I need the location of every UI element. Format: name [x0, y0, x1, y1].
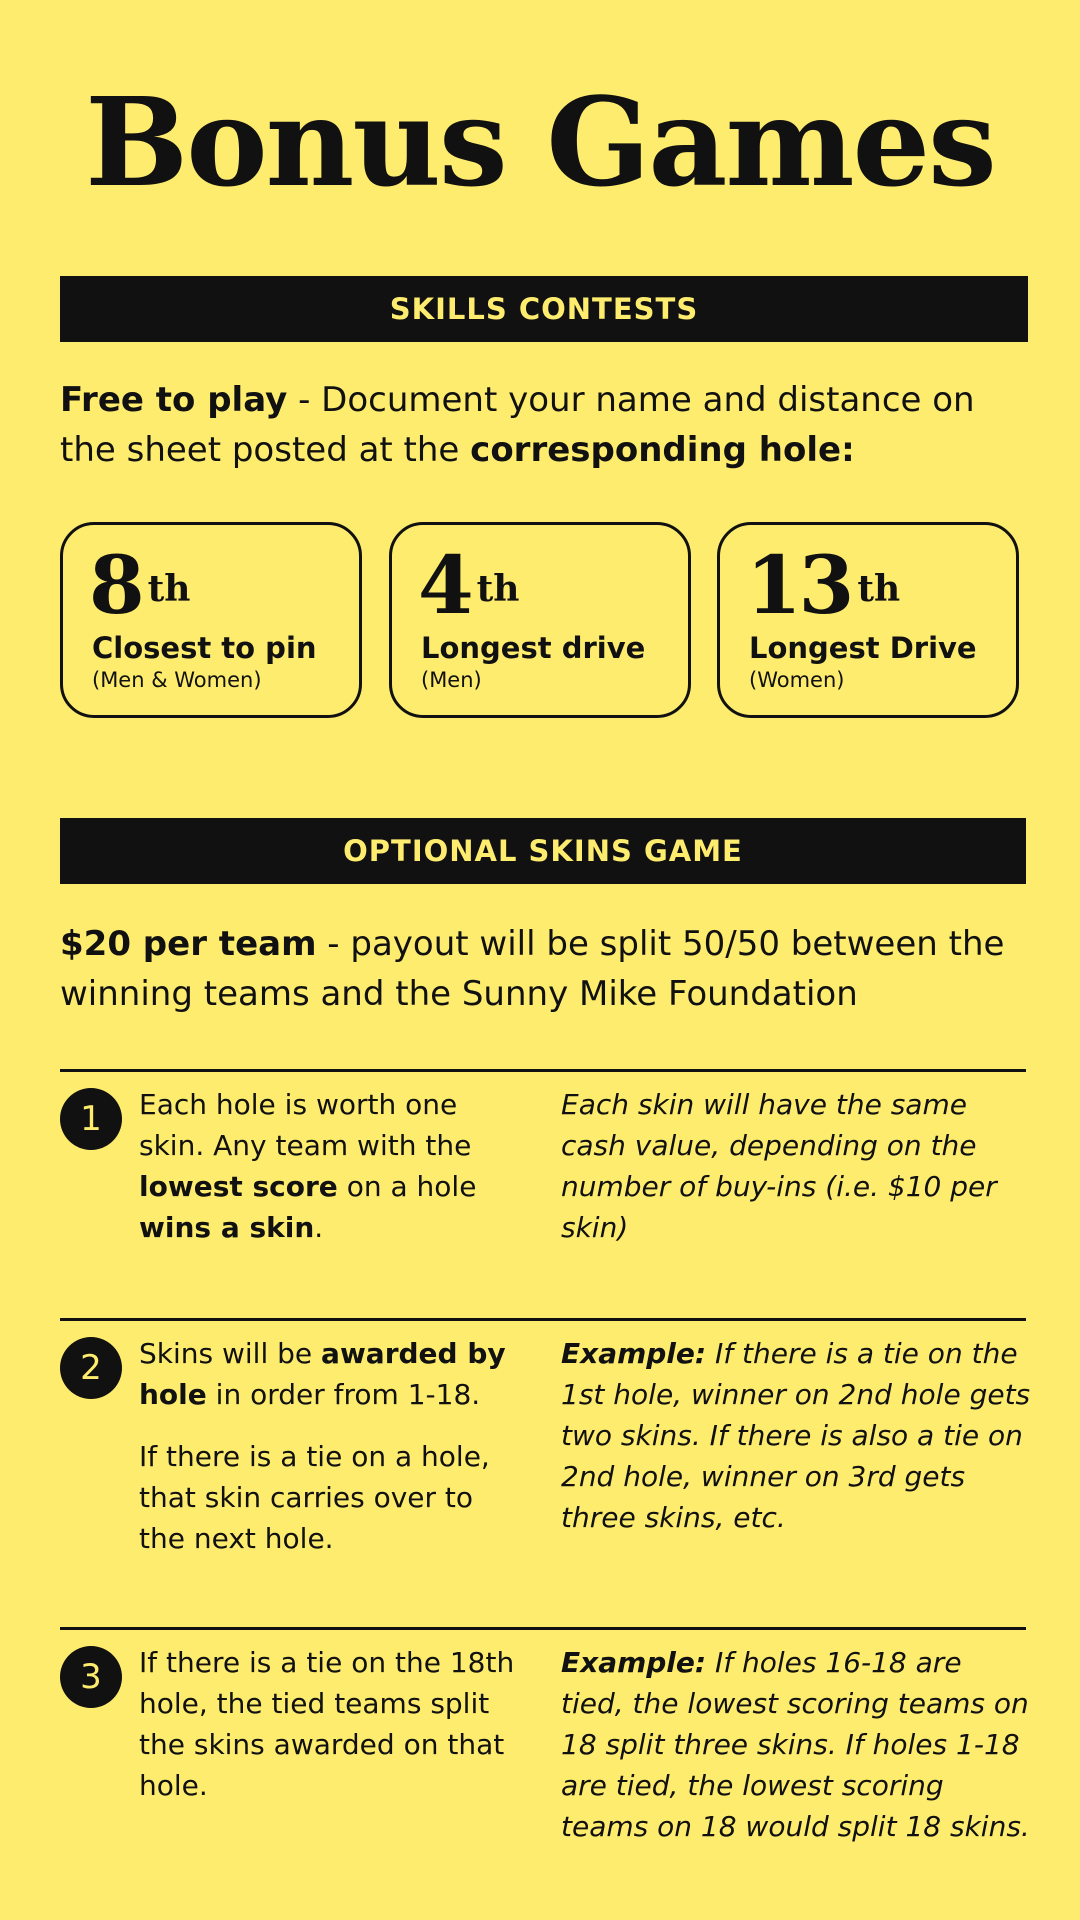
skins-game-heading: OPTIONAL SKINS GAME — [60, 818, 1026, 884]
rule-note-text: If there is a tie on the 1st hole, winner on 2nd hole gets two skins. If there is also a tie on 2nd hole, winner on 3rd gets three skins, etc. — [561, 1337, 1031, 1534]
rule-note — [561, 1333, 1033, 1538]
rule-text — [139, 1333, 519, 1559]
contest-label: Longest Drive — [749, 631, 977, 665]
skins-intro-bold: $20 per team — [60, 924, 317, 964]
rule-text — [139, 1084, 519, 1248]
skills-contests-heading: SKILLS CONTESTS — [60, 276, 1028, 342]
rule-note-text: If holes 16-18 are tied, the lowest scoring teams on 18 split three skins. If holes 1-18 are tied, the lowest scoring teams on 18 would split 18 skins. — [561, 1646, 1030, 1843]
rule-number-badge: 2 — [60, 1337, 122, 1399]
rule-text-b: on a hole — [337, 1170, 477, 1203]
rule-paragraph — [139, 1333, 519, 1415]
hole-number: 4 — [418, 538, 471, 632]
contest-label: Longest drive — [421, 631, 646, 665]
rule-text: If there is a tie on the 18th hole, the tied teams split the skins awarded on that hole. — [139, 1646, 515, 1802]
contest-sublabel: (Men & Women) — [92, 668, 262, 692]
skills-intro-text: - Document your name and distance on the sheet posted at the — [60, 380, 975, 470]
hole-suffix: th — [857, 568, 901, 610]
skills-intro-bold: Free to play — [60, 380, 288, 420]
page-title: Bonus Games — [85, 70, 995, 214]
skills-intro — [60, 375, 1030, 475]
rule-bold-b: wins a skin — [139, 1211, 315, 1244]
hole-number: 8 — [89, 538, 142, 632]
rule-number-badge: 1 — [60, 1088, 122, 1150]
divider — [60, 1318, 1026, 1321]
rule-note — [561, 1642, 1033, 1847]
rule-bold-a: awarded by hole — [139, 1337, 506, 1411]
hole-suffix: th — [476, 568, 520, 610]
skins-intro-text: - payout will be split 50/50 between the winning teams and the Sunny Mike Foundation — [60, 924, 1005, 1014]
contest-card-closest-to-pin — [60, 522, 362, 718]
contest-hole-number — [418, 537, 519, 633]
contest-hole-number — [89, 537, 190, 633]
rule-note: Each skin will have the same cash value, depending on the number of buy-ins (i.e. $10 per skin) — [561, 1088, 997, 1244]
contest-card-longest-drive-women — [717, 522, 1019, 718]
skins-intro — [60, 919, 1030, 1019]
contest-label: Closest to pin — [92, 631, 317, 665]
rule-number-badge: 3 — [60, 1646, 122, 1708]
divider — [60, 1069, 1026, 1072]
rule-bold-a: lowest score — [139, 1170, 338, 1203]
contest-sublabel: (Men) — [421, 668, 482, 692]
contest-hole-number — [746, 537, 900, 633]
rule-text-b: in order from 1-18. — [206, 1378, 481, 1411]
rule-text-c: . — [314, 1211, 324, 1244]
rule-note-label: Example: — [561, 1646, 707, 1679]
hole-suffix: th — [147, 568, 191, 610]
hole-number: 13 — [746, 538, 852, 632]
divider — [60, 1627, 1026, 1630]
contest-sublabel: (Women) — [749, 668, 845, 692]
contest-card-longest-drive-men — [389, 522, 691, 718]
rule-note-label: Example: — [561, 1337, 707, 1370]
rule-paragraph-2: If there is a tie on a hole, that skin carries over to the next hole. — [139, 1440, 490, 1555]
skills-intro-bold-2: corresponding hole: — [470, 430, 855, 470]
rule-text-a: Skins will be — [139, 1337, 322, 1370]
rule-text-a: Each hole is worth one skin. Any team with the — [139, 1088, 472, 1162]
